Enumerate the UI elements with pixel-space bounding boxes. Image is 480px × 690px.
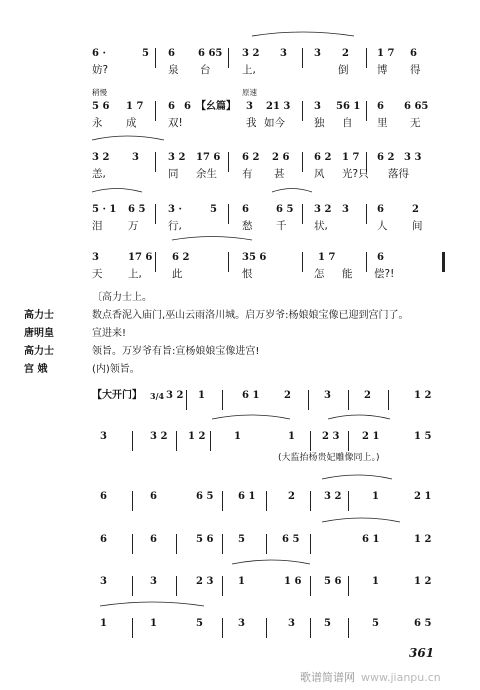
note: 6 2: [242, 152, 260, 163]
lyric: 偿?!: [374, 268, 395, 280]
note: 1 2: [414, 576, 432, 587]
barline: [310, 618, 311, 638]
barline: [222, 491, 223, 511]
note: 1: [100, 618, 107, 629]
note: 2 3: [322, 431, 340, 442]
barline: [228, 204, 229, 224]
note: 3 2: [314, 204, 332, 215]
note: 5: [324, 618, 331, 629]
note: 6 5: [276, 204, 294, 215]
note: 3: [342, 204, 349, 215]
barline: [310, 431, 311, 451]
note: 17 6: [196, 152, 221, 163]
note: 6: [242, 204, 249, 215]
barline: [302, 48, 303, 68]
note: 3: [288, 618, 295, 629]
lyric: 无: [410, 117, 421, 129]
note: 3 2: [242, 48, 260, 59]
note: 6: [377, 101, 384, 112]
speaker-name: 唐明皇: [24, 328, 54, 339]
note: 6 5: [128, 204, 146, 215]
note: 5 6: [324, 576, 342, 587]
note: 3: [238, 618, 245, 629]
lyric: 行,: [168, 220, 182, 232]
barline: [310, 576, 311, 596]
barline: [222, 390, 223, 410]
lyric: 妨?: [92, 64, 109, 76]
lyric: 天: [92, 268, 103, 280]
lyric: 自: [342, 117, 353, 129]
barline: [366, 204, 367, 224]
note: 3: [150, 576, 157, 587]
note: 1: [198, 390, 205, 401]
barline: [310, 534, 311, 554]
barline: [155, 101, 156, 121]
lyric: 同: [168, 168, 179, 180]
dialogue-text: (内)领旨。: [92, 364, 140, 375]
note: 17 6: [128, 252, 153, 263]
barline: [388, 390, 389, 410]
note: 35 6: [242, 252, 267, 263]
lyric: 状,: [314, 220, 328, 232]
note: 3: [280, 48, 287, 59]
final-barline: [442, 252, 445, 272]
barline: [308, 390, 309, 410]
note: 2 6: [272, 152, 290, 163]
note: 6 2: [377, 152, 395, 163]
barline: [266, 534, 267, 554]
lyric: 永: [92, 117, 103, 129]
note: 6 5: [196, 491, 214, 502]
lyric: 如今: [264, 117, 285, 129]
note: 6 ·: [92, 48, 106, 59]
barline: [132, 576, 133, 596]
lyric: 倒: [338, 64, 349, 76]
barline: [302, 252, 303, 272]
barline: [132, 618, 133, 638]
slur-marks: [92, 524, 452, 536]
barline: [348, 390, 349, 410]
note: 6 5: [414, 618, 432, 629]
barline: [132, 534, 133, 554]
note: 6: [150, 534, 157, 545]
speaker-name: 高力士: [24, 310, 54, 321]
lyric: 泉: [168, 64, 179, 76]
lyric: 得: [410, 64, 421, 76]
lyric: 恙,: [92, 168, 106, 180]
note: 3: [314, 48, 321, 59]
barline: [132, 431, 133, 451]
barline: [366, 101, 367, 121]
lyric: 愁: [242, 220, 253, 232]
lyric: 独: [314, 117, 325, 129]
barline: [176, 534, 177, 554]
lyric: 上,: [128, 268, 142, 280]
slur-marks: [92, 481, 452, 493]
time-signature: 3/4: [150, 391, 165, 401]
note: 6: [150, 491, 157, 502]
lyric: 台: [200, 64, 211, 76]
note: 5 6: [196, 534, 214, 545]
note: 3: [246, 101, 253, 112]
barline: [176, 431, 177, 451]
lyric: 甚: [274, 168, 285, 180]
note: 2 3: [196, 576, 214, 587]
lyric: 里: [377, 117, 388, 129]
note: 5 6: [92, 101, 110, 112]
note: 6: [410, 48, 417, 59]
note: 5: [238, 534, 245, 545]
note: 1: [150, 618, 157, 629]
dialogue-text: 数点香泥入庙门,巫山云雨洛川城。启万岁爷:杨娘娘宝像已迎到宫门了。: [92, 310, 409, 321]
barline: [302, 101, 303, 121]
note: 3 3: [404, 152, 422, 163]
barline: [155, 48, 156, 68]
note: 6 65: [198, 48, 223, 59]
lyric: 间: [412, 220, 423, 232]
barline: [155, 204, 156, 224]
note: 1 7: [342, 152, 360, 163]
barline: [228, 152, 229, 172]
tempo-marking: 稍慢: [92, 88, 107, 97]
note: 3: [100, 576, 107, 587]
barline: [310, 491, 311, 511]
barline: [222, 534, 223, 554]
slur-marks: [92, 566, 452, 578]
speaker-name: 宫 娥: [24, 364, 48, 375]
note: 1 5: [414, 431, 432, 442]
lyric: 余生: [196, 168, 217, 180]
note: 6 5: [282, 534, 300, 545]
barline: [176, 576, 177, 596]
lyric: 泪: [92, 220, 103, 232]
note: 3: [314, 101, 321, 112]
slur-marks: [92, 608, 452, 620]
note: 6: [184, 101, 191, 112]
note: 1 6: [284, 576, 302, 587]
note: 5: [142, 48, 149, 59]
note: 3: [132, 152, 139, 163]
barline: [348, 576, 349, 596]
note: 2: [412, 204, 419, 215]
lyric: 光?只: [342, 168, 369, 180]
lyric: 成: [126, 117, 137, 129]
note: 3: [100, 431, 107, 442]
barline: [155, 152, 156, 172]
note: 3 2: [324, 491, 342, 502]
stage-direction: 〔高力士上。: [92, 292, 152, 303]
note: 3 ·: [168, 204, 182, 215]
page-number: 361: [409, 646, 435, 660]
barline: [228, 48, 229, 68]
note: 3: [92, 252, 99, 263]
lyric: 我: [246, 117, 257, 129]
note: 2: [342, 48, 349, 59]
note: 6: [377, 204, 384, 215]
slur-marks: [92, 421, 452, 433]
speaker-name: 高力士: [24, 346, 54, 357]
note: 2: [364, 390, 371, 401]
barline: [266, 491, 267, 511]
stage-direction: (大监抬杨贵妃雕像同上。): [278, 453, 380, 463]
lyric: 恨: [242, 268, 253, 280]
note: 6: [168, 48, 175, 59]
barline: [302, 204, 303, 224]
note: 6 1: [242, 390, 260, 401]
lyric: 有: [242, 168, 253, 180]
note: 1 2: [414, 534, 432, 545]
barline: [186, 390, 187, 410]
note: 3 2: [150, 431, 168, 442]
note: 6 1: [238, 491, 256, 502]
barline: [348, 431, 349, 451]
tempo-marking: 原速: [242, 88, 257, 97]
lyric: 此: [172, 268, 183, 280]
barline: [228, 252, 229, 272]
note: 6: [377, 252, 384, 263]
watermark: [300, 669, 441, 685]
slur-marks: [92, 194, 452, 206]
lyric: 能: [342, 268, 353, 280]
lyric: 万: [128, 220, 139, 232]
note: 1: [288, 431, 295, 442]
note: 1 7: [377, 48, 395, 59]
note: 56 1: [336, 101, 361, 112]
note: 2 1: [362, 431, 380, 442]
note: 1 2: [414, 390, 432, 401]
barline: [266, 618, 267, 638]
note: 1: [238, 576, 245, 587]
note: 3 2: [166, 390, 184, 401]
barline: [366, 48, 367, 68]
barline: [132, 491, 133, 511]
note: 1: [372, 576, 379, 587]
note: 6: [100, 491, 107, 502]
note: 2 1: [414, 491, 432, 502]
watermark-text: 歌谱简谱网: [300, 671, 355, 684]
note: 5 · 1: [92, 204, 117, 215]
barline: [348, 491, 349, 511]
note: 21 3: [266, 101, 291, 112]
barline: [222, 618, 223, 638]
barline: [222, 576, 223, 596]
note: 1 7: [318, 252, 336, 263]
lyric: 上,: [242, 64, 256, 76]
lyric: 人: [377, 220, 388, 232]
dialogue-text: 宣进来!: [92, 328, 127, 339]
lyric: 千: [276, 220, 287, 232]
note: 6 65: [404, 101, 429, 112]
tune-title: 【大开门】: [92, 390, 142, 401]
note: 6 2: [172, 252, 190, 263]
note: 3 2: [168, 152, 186, 163]
note: 1: [234, 431, 241, 442]
note: 3: [324, 390, 331, 401]
lyric: 怎: [314, 268, 325, 280]
barline: [302, 152, 303, 172]
barline: [366, 252, 367, 272]
lyric: 双!: [168, 117, 183, 129]
note: 6 1: [362, 534, 380, 545]
note: 6: [100, 534, 107, 545]
note: 6: [168, 101, 175, 112]
barline: [210, 431, 211, 451]
lyric: 博: [377, 64, 388, 76]
barline: [155, 252, 156, 272]
note: 2: [288, 491, 295, 502]
tune-title: 【幺篇】: [196, 101, 236, 112]
note: 1 2: [188, 431, 206, 442]
note: 5: [372, 618, 379, 629]
dialogue-text: 领旨。万岁爷有旨:宣杨娘娘宝像进宫!: [92, 346, 260, 357]
note: 2: [284, 390, 291, 401]
note: 1: [372, 491, 379, 502]
note: 5: [210, 204, 217, 215]
lyric: 风: [314, 168, 325, 180]
barline: [348, 618, 349, 638]
note: 3 2: [92, 152, 110, 163]
note: 5: [196, 618, 203, 629]
lyric: 落得: [388, 168, 409, 180]
note: 6 2: [314, 152, 332, 163]
watermark-site: www.jianpu.cn: [361, 671, 441, 684]
note: 1 7: [126, 101, 144, 112]
